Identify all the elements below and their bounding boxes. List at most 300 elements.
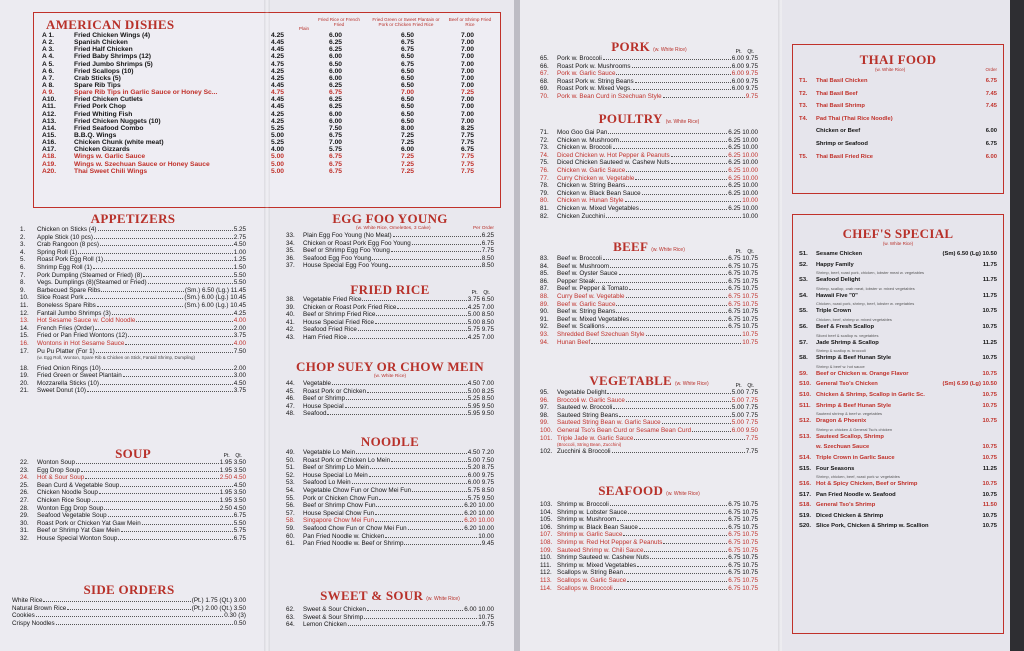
dot-leader <box>121 531 233 532</box>
item-price: 6.20 10.00 <box>464 524 494 532</box>
item-price: 4.00 <box>233 339 246 347</box>
menu-item <box>286 449 494 457</box>
menu-item <box>540 331 758 339</box>
price-fries: 6.75 <box>329 89 343 97</box>
item-price: 10.00 <box>478 532 494 540</box>
menu-item <box>540 562 758 570</box>
item-number: 55. <box>286 494 295 502</box>
item-number: 54. <box>286 486 295 494</box>
item-price: 1.95 3.50 <box>219 489 246 497</box>
dot-leader <box>627 581 727 582</box>
menu-item <box>12 605 246 613</box>
menu-item <box>540 516 758 524</box>
price-plain: 4.75 <box>271 60 285 68</box>
item-number: 47. <box>286 402 295 410</box>
dish-name: Fried Whiting Fish <box>74 110 133 118</box>
dot-leader <box>606 327 728 328</box>
item-name: Shrimp w. Mushroom <box>557 516 617 524</box>
item-name: Diced Chicken w. Hot Pepper & Peanuts <box>557 151 670 159</box>
item-number: 10. <box>20 294 29 302</box>
item-number: 64. <box>286 621 295 629</box>
price-fries: 7.50 <box>329 124 343 132</box>
item-name: Roast Pork Egg Roll (1) <box>37 256 104 264</box>
item-price: 6.25 10.00 <box>728 182 758 190</box>
item-price: 6.75 10.75 <box>728 300 758 308</box>
dot-leader <box>100 245 233 246</box>
seafood-subtitle: (w. White Rice) <box>666 491 700 497</box>
dot-leader <box>376 506 463 507</box>
item-number: 15. <box>20 332 29 340</box>
item-number: S9. <box>799 370 808 377</box>
item-number: S17. <box>799 491 811 498</box>
american-dish-row <box>42 96 500 103</box>
item-name: Beef w. Mixed Vegetables <box>557 315 630 323</box>
item-number: 4. <box>20 248 26 256</box>
item-name: Sweet Donut (10) <box>37 387 87 395</box>
item-price: (Pt.) 2.00 (Qt.) 3.50 <box>191 604 246 612</box>
item-name: Sauteed w. Broccoli <box>557 404 613 412</box>
price-fries: 6.25 <box>329 39 343 47</box>
dot-leader <box>364 618 477 619</box>
vegetable-list-2 <box>540 448 758 456</box>
dot-leader <box>101 291 184 292</box>
menu-item <box>20 241 246 249</box>
american-dish-row <box>42 146 500 153</box>
dot-leader <box>36 616 224 617</box>
item-name: Diced Chicken Sauteed w. Cashew Nuts <box>557 159 670 167</box>
price-fries: 6.25 <box>329 81 343 89</box>
price-beef-rice: 7.00 <box>461 110 475 118</box>
menu-item <box>12 597 246 605</box>
item-price: 6.00 10.00 <box>464 606 494 613</box>
dot-leader <box>603 59 731 60</box>
item-price: 5.20 8.75 <box>467 464 494 472</box>
item-price: 6.75 <box>985 140 997 147</box>
item-name: Pan Fried Noodle w. Beef or Shrimp <box>303 540 404 548</box>
item-number: 69. <box>540 85 549 93</box>
menu-item <box>20 387 246 395</box>
beef-pt-label: Pt. <box>735 249 742 255</box>
item-price: 6.75 10.75 <box>728 569 758 577</box>
american-dish-row <box>42 89 500 96</box>
fried-rice-pt-label: Pt. <box>471 290 478 296</box>
item-name: Roast Pork w. String Beans <box>557 77 634 85</box>
price-fries: 6.75 <box>329 153 343 161</box>
dish-name: B.B.Q. Wings <box>74 131 117 139</box>
price-beef-rice: 7.25 <box>461 89 475 97</box>
menu-item <box>540 585 758 593</box>
item-number: 79. <box>540 189 549 197</box>
menu-item <box>286 240 494 248</box>
dot-leader <box>626 171 727 172</box>
price-plain: 4.45 <box>271 96 285 104</box>
item-number: 90. <box>540 308 549 316</box>
item-number: 45. <box>286 387 295 395</box>
dish-name: Fried Chicken Wings (4) <box>74 32 151 39</box>
dish-code: A12. <box>42 110 57 118</box>
item-price: 8.50 <box>481 262 494 270</box>
poultry-title-row <box>540 112 758 129</box>
appetizers-list-2 <box>20 365 246 395</box>
item-price: 6.75 10.75 <box>728 561 758 569</box>
item-name: Beef or Shrimp Chow Fun <box>303 502 376 510</box>
item-number: 40. <box>286 311 295 319</box>
chop-suey-subtitle: (w. White Rice) <box>373 374 407 379</box>
menu-item <box>20 340 246 348</box>
item-name: Sauteed Scallop, Shrimp <box>816 433 884 440</box>
item-price: 10.75 <box>982 391 997 398</box>
item-number: T4. <box>799 115 808 122</box>
price-plantain: 6.75 <box>401 46 415 54</box>
menu-item <box>540 419 758 427</box>
price-fries: 6.00 <box>329 32 343 39</box>
item-name: Hawaii Five "0" <box>816 292 858 299</box>
triple-jade-note: (Broccoli, String Bean, Zucchini) <box>557 442 622 448</box>
item-number: 51. <box>286 464 295 472</box>
american-dish-row <box>42 161 500 168</box>
item-name: Chicken or Beef <box>816 128 861 135</box>
item-price: 10.00 <box>742 197 758 205</box>
dot-leader <box>614 589 728 590</box>
menu-item <box>20 497 246 505</box>
item-name: Happy Family <box>816 261 854 268</box>
dish-code: A 8. <box>42 81 55 89</box>
item-name: Sesame Chicken <box>816 251 863 257</box>
vegetable-section <box>540 374 758 455</box>
item-price <box>994 432 997 443</box>
item-number: 37. <box>286 262 295 270</box>
soup-qt-label: Qt. <box>235 453 242 459</box>
menu-item <box>20 287 246 295</box>
item-number: 13. <box>20 317 29 325</box>
item-name: Shrimp w. Mixed Vegetables <box>557 561 637 569</box>
item-name: Shrimp w. Black Bean Sauce <box>557 523 638 531</box>
item-name: Wontons in Hot Sesame Sauce <box>37 339 125 347</box>
item-price: 1.50 <box>233 263 246 271</box>
price-plain: 4.45 <box>271 46 285 54</box>
item-name: Seafood Delight <box>816 277 861 284</box>
item-price: 6.25 10.00 <box>728 166 758 174</box>
special-item <box>799 291 997 302</box>
dot-leader <box>56 624 233 625</box>
sweet-sour-title: SWEET & SOUR <box>320 588 424 603</box>
item-number: 23. <box>20 466 29 474</box>
item-name: Beef w. Garlic Sauce <box>557 300 616 308</box>
dish-code: A18. <box>42 153 57 161</box>
dot-leader <box>404 544 480 545</box>
price-plantain: 6.50 <box>401 110 415 118</box>
item-price: 1.00 <box>233 248 246 256</box>
menu-item <box>540 301 758 309</box>
dish-name: Crab Sticks (5) <box>74 74 121 82</box>
menu-item <box>20 474 246 482</box>
item-number: 89. <box>540 300 549 308</box>
dot-leader <box>391 251 481 252</box>
item-number: 97. <box>540 404 549 412</box>
dot-leader <box>610 505 727 506</box>
item-price: (Sm.) 6.50 (Lg.) 11.45 <box>184 286 246 294</box>
item-number: 67. <box>540 70 549 78</box>
item-name: Thai Basil Beef <box>816 90 858 97</box>
dot-leader <box>93 268 233 269</box>
item-price: 11.50 <box>982 502 997 509</box>
price-beef-rice: 7.00 <box>461 117 475 125</box>
price-beef-rice: 7.00 <box>461 103 475 111</box>
item-price: 6.00 9.75 <box>731 70 758 78</box>
dot-leader <box>99 493 219 494</box>
special-item <box>799 338 997 349</box>
item-price: 6.25 <box>481 232 494 239</box>
dot-leader <box>369 476 467 477</box>
dot-leader <box>95 329 232 330</box>
dot-leader <box>626 401 731 402</box>
menu-item <box>540 293 758 301</box>
item-number: 78. <box>540 182 549 190</box>
dot-leader <box>102 369 233 370</box>
menu-item <box>12 620 246 628</box>
special-item <box>799 151 997 164</box>
dot-leader <box>628 513 727 514</box>
menu-item <box>540 205 758 213</box>
vegetable-list <box>540 389 758 442</box>
item-price: 7.45 <box>985 90 997 97</box>
item-number: 61. <box>286 540 295 548</box>
item-price <box>994 113 997 126</box>
menu-item <box>540 190 758 198</box>
poultry-subtitle: (w. White Rice) <box>665 119 700 125</box>
dot-leader <box>632 67 731 68</box>
item-number: 92. <box>540 323 549 331</box>
item-name: Chicken w. String Beans <box>557 182 626 190</box>
egg-foo-young-subtitle: (w. White Rice, Omelettes, 3 Cake) <box>356 226 431 231</box>
menu-item <box>540 152 758 160</box>
fried-rice-title: FRIED RICE <box>350 282 430 297</box>
price-beef-rice: 7.00 <box>461 46 475 54</box>
dot-leader <box>397 308 466 309</box>
soup-title: SOUP <box>115 446 151 461</box>
item-description: Shrimp, scallop, crab meat, lobster w. mixed vegetables <box>816 285 915 291</box>
menu-item <box>286 540 494 548</box>
dot-leader <box>640 209 727 210</box>
dish-name: Spare Rib Tips <box>74 81 121 89</box>
item-name: Beef w. Mushroom <box>557 262 610 270</box>
dot-leader <box>85 298 184 299</box>
item-number: S6. <box>799 323 808 330</box>
price-fries: 5.75 <box>329 146 343 154</box>
item-number: 6. <box>20 263 26 271</box>
item-price: 10.75 <box>982 402 997 409</box>
price-beef-rice: 7.75 <box>461 167 475 175</box>
pork-list <box>540 55 758 101</box>
special-item <box>799 100 997 113</box>
dot-leader <box>128 336 233 337</box>
thai-subtitle: (w. White Rice) <box>875 67 906 72</box>
dot-leader <box>616 312 727 313</box>
item-number: 48. <box>286 410 295 418</box>
item-number: 71. <box>540 129 549 136</box>
special-item <box>799 275 997 286</box>
item-name: General Tso's Shrimp <box>816 502 876 509</box>
dish-code: A16. <box>42 139 57 147</box>
dot-leader <box>375 521 463 522</box>
dot-leader <box>623 535 727 536</box>
soup-list <box>20 459 246 543</box>
item-name: Chicken or Roast Pork Fried Rice <box>303 303 397 311</box>
item-price: 11.75 <box>982 292 997 299</box>
item-name: Broccoli w. Garlic Sauce <box>557 396 625 404</box>
menu-item <box>286 479 494 487</box>
item-number: S5. <box>799 308 808 315</box>
price-plain: 4.25 <box>271 53 285 61</box>
item-name: Sauteed Shrimp w. Chili Sauce <box>557 546 644 554</box>
item-price: 3.00 <box>233 372 246 380</box>
chefs-special-box <box>792 214 1004 634</box>
item-name: Shrimp & Beef Hunan Style <box>816 355 892 362</box>
item-name: Scallops w. Garlic Sauce <box>557 576 627 584</box>
special-item <box>799 442 997 453</box>
menu-item <box>12 612 246 620</box>
price-plain: 5.00 <box>271 160 285 168</box>
item-price: 10.75 <box>982 370 997 377</box>
item-number: 66. <box>540 62 549 70</box>
item-price: 10.75 <box>982 454 997 461</box>
item-number: 31. <box>20 527 29 535</box>
item-price: 5.25 8.50 <box>467 395 494 403</box>
special-item <box>799 379 997 390</box>
item-number: 85. <box>540 270 549 278</box>
dot-leader <box>629 289 727 290</box>
item-number: S11. <box>799 402 811 409</box>
item-number: 28. <box>20 504 29 512</box>
dot-leader <box>98 230 233 231</box>
chefs-special-list <box>793 247 1003 534</box>
menu-item <box>286 606 494 614</box>
item-price: 4.50 <box>233 481 246 489</box>
item-name: General Tso's Bean Curd or Sesame Bean Curd <box>557 426 692 434</box>
seafood-title-row <box>540 484 758 501</box>
item-name: General Tso's Chicken <box>816 381 878 388</box>
menu-item <box>540 167 758 175</box>
dot-leader <box>671 163 728 164</box>
item-number: T1. <box>799 78 808 84</box>
dot-leader <box>362 300 466 301</box>
item-description: Shrimp, beef, roast pork, chicken, lobster meat w. vegetables <box>816 270 925 276</box>
dot-leader <box>625 201 742 202</box>
item-number: 19. <box>20 372 29 380</box>
item-price: 9.75 <box>745 92 758 100</box>
special-item <box>799 479 997 490</box>
special-item <box>799 249 997 260</box>
item-name: Crispy Noodles <box>12 619 55 627</box>
item-name: Beef or Shrimp Egg Foo Young <box>303 247 390 255</box>
menu-item <box>20 279 246 287</box>
item-number: S4. <box>799 292 808 299</box>
pork-pt-label: Pt. <box>735 49 742 55</box>
vegetable-qt-label: Qt. <box>747 383 754 389</box>
item-number: 22. <box>20 459 29 466</box>
item-name: Roast Pork or Chicken Lo Mein <box>303 456 391 464</box>
item-name: Triple Jade w. Garlic Sauce <box>557 434 634 442</box>
menu-item <box>540 197 758 205</box>
item-price: 6.25 10.00 <box>728 189 758 197</box>
item-price: 5.50 <box>233 271 246 279</box>
item-name: Shrimp or Seafood <box>816 140 868 147</box>
dot-leader <box>663 97 745 98</box>
menu-item <box>540 308 758 316</box>
item-name: Beef w. Scallions <box>557 323 605 331</box>
background-edge <box>1010 0 1024 651</box>
item-price: 8.50 <box>481 254 494 262</box>
price-plain: 4.25 <box>271 117 285 125</box>
item-price: 6.75 10.75 <box>728 516 758 524</box>
dot-leader <box>370 468 467 469</box>
item-price: 6.75 10.75 <box>728 508 758 516</box>
item-number: 59. <box>286 524 295 532</box>
dot-leader <box>626 186 727 187</box>
item-name: Beef & Fresh Scallop <box>816 323 874 330</box>
item-number: 27. <box>20 496 29 504</box>
dot-leader <box>352 483 467 484</box>
item-price: 9.75 <box>481 621 494 629</box>
menu-item <box>540 175 758 183</box>
item-name: French Fries (Order) <box>37 324 95 332</box>
item-number: 35. <box>286 247 295 255</box>
item-price: 6.75 <box>233 512 246 520</box>
item-price: 6.75 10.75 <box>728 576 758 584</box>
item-name: Vegetable Lo Mein <box>303 449 356 456</box>
item-price: 6.00 <box>985 128 997 135</box>
price-plantain: 7.25 <box>401 167 415 175</box>
dish-code: A 4. <box>42 53 55 61</box>
dot-leader <box>136 321 232 322</box>
item-price: (Sm) 6.50 (Lg) 10.50 <box>942 381 997 388</box>
dish-name: Fried Pork Chop <box>74 103 127 111</box>
item-price: 4.25 7.00 <box>467 333 494 341</box>
item-price: 6.20 10.00 <box>464 509 494 517</box>
item-name: Sauteed String Bean w. Garlic Sauce <box>557 419 661 427</box>
item-price: 4.50 7.00 <box>467 380 494 387</box>
price-plain: 4.25 <box>271 110 285 118</box>
item-name: Triple Crown in Garlic Sauce <box>816 454 895 461</box>
item-number: 39. <box>286 303 295 311</box>
price-plantain: 6.50 <box>401 67 415 75</box>
special-item <box>799 390 997 401</box>
item-price: 10.75 <box>982 481 997 488</box>
menu-item <box>540 78 758 86</box>
item-price: 11.75 <box>982 261 997 268</box>
american-dish-row <box>42 118 500 125</box>
menu-item <box>540 182 758 190</box>
menu-item <box>540 263 758 271</box>
item-name: Shrimp w. Red Hot Pepper & Peanuts <box>557 538 663 546</box>
item-name: Natural Brown Rice <box>12 604 67 612</box>
item-price: 10.75 <box>742 338 758 346</box>
price-plantain: 7.25 <box>401 139 415 147</box>
menu-item <box>20 489 246 497</box>
item-price: 6.75 10.75 <box>728 523 758 531</box>
item-price: 0.50 <box>233 619 246 627</box>
price-fries: 6.00 <box>329 74 343 82</box>
item-price: 10.75 <box>982 491 997 498</box>
item-name: Seafood <box>303 410 327 418</box>
beef-rice-column-header: Beef or Shrimp Fried Rice <box>448 17 492 27</box>
dot-leader <box>692 431 731 432</box>
price-beef-rice: 7.00 <box>461 81 475 89</box>
item-price: 6.00 9.75 <box>731 62 758 70</box>
noodle-section <box>286 435 494 548</box>
item-name: Crab Rangoon (8 pcs) <box>37 241 99 249</box>
vegetable-title: VEGETABLE <box>589 373 673 388</box>
